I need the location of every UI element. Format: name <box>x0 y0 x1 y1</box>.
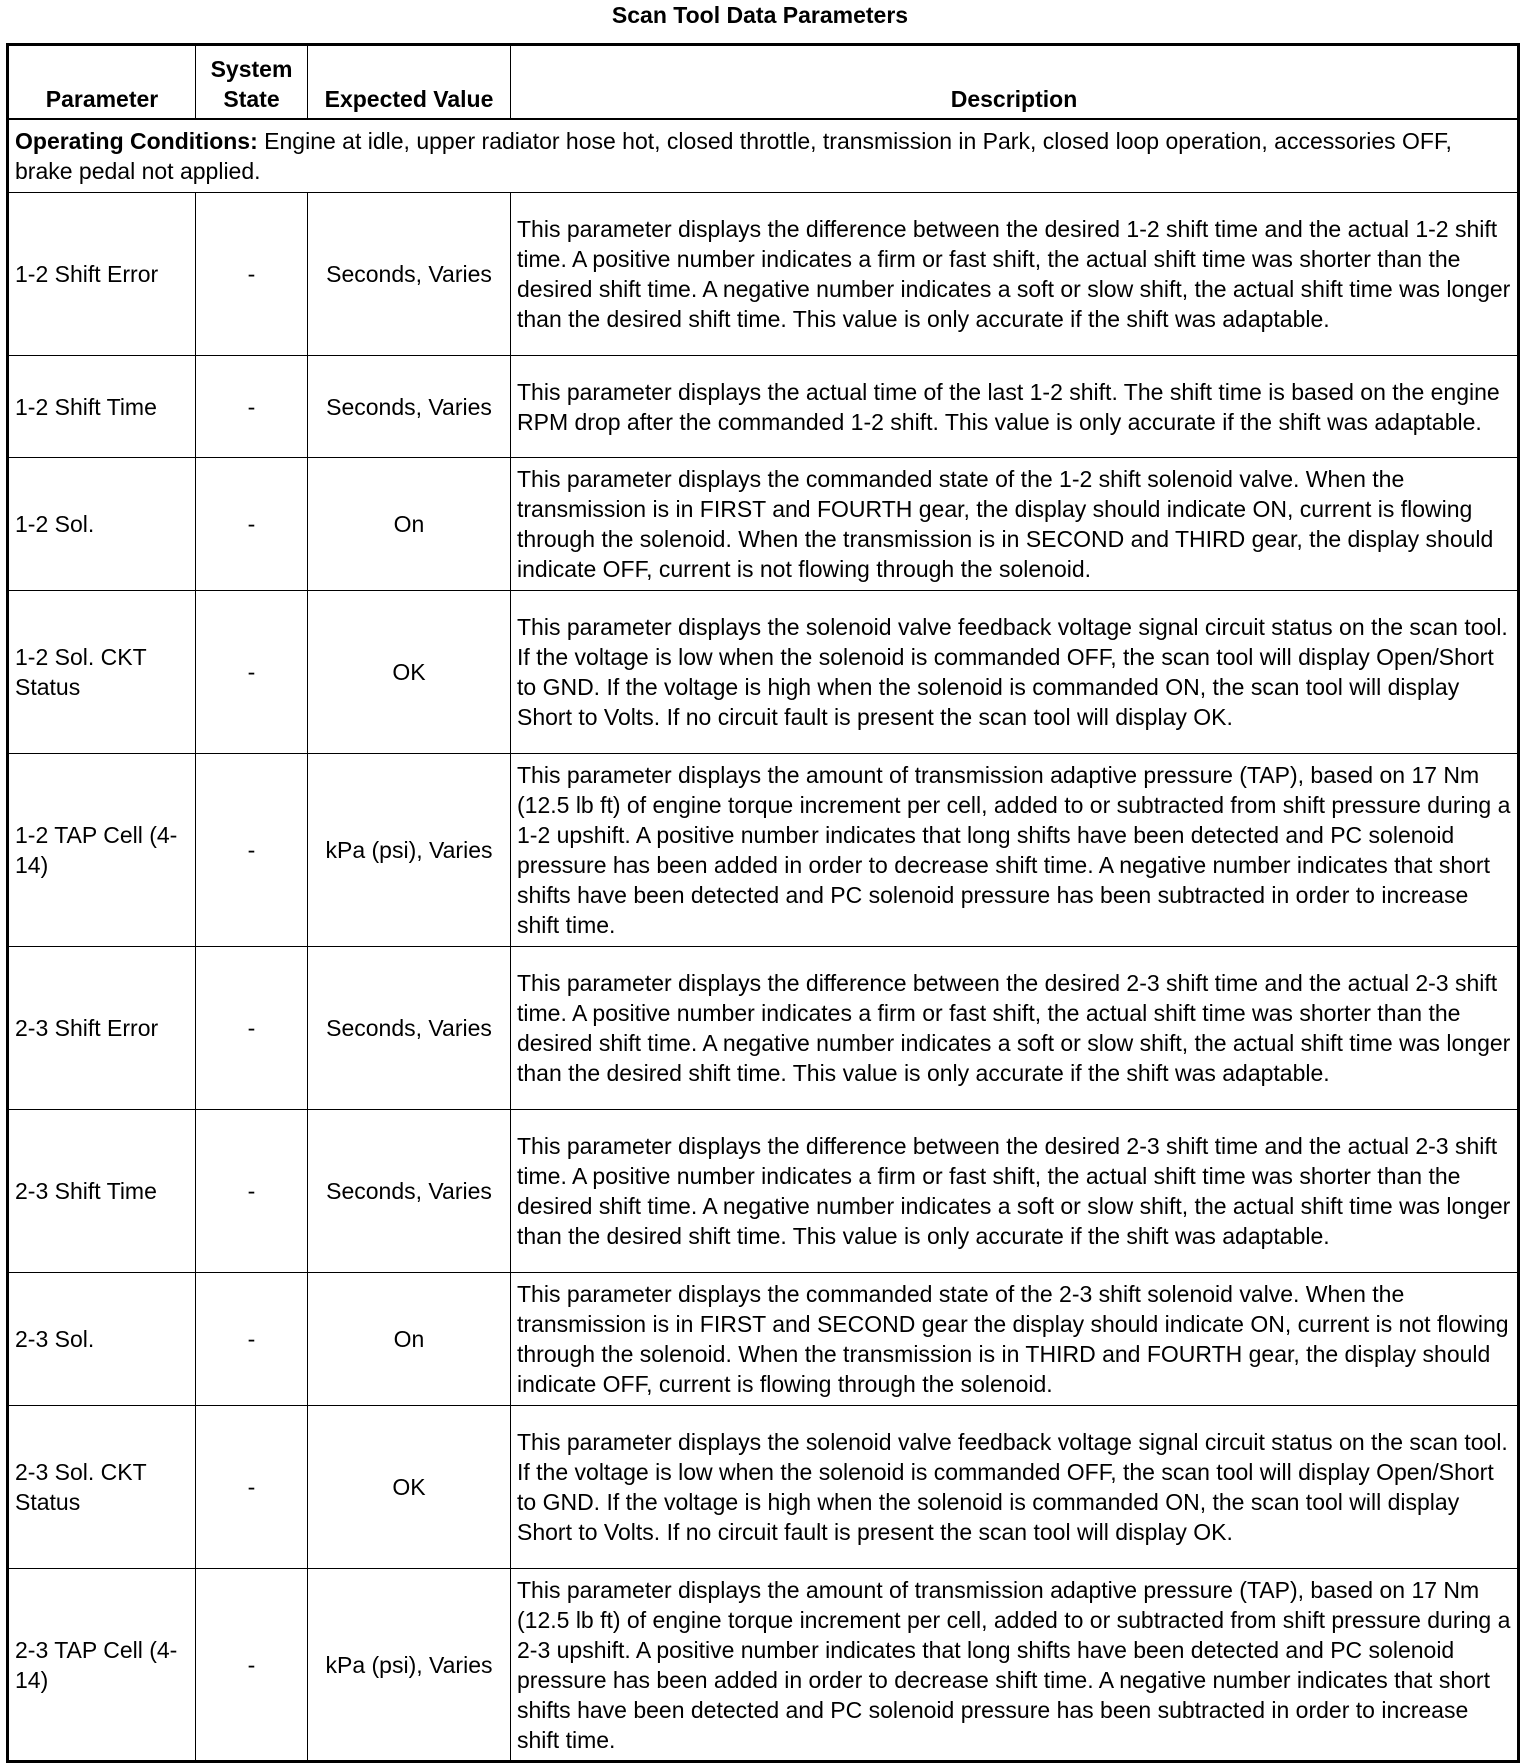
description-cell: This parameter displays the difference between the desired 2-3 shift time and the actual 2-3 shift time. A positive number indicates a firm or fast shift, the actual shift time was shorter than the desired shift time. A negative number indicates a soft or slow shift, the actual shift time was longer than the desired shift time. This value is only accurate if the shift was adaptable. <box>511 1110 1519 1273</box>
expected-value-cell: Seconds, Varies <box>308 193 511 356</box>
expected-value-cell: Seconds, Varies <box>308 1110 511 1273</box>
description-cell: This parameter displays the solenoid valve feedback voltage signal circuit status on the scan tool. If the voltage is low when the solenoid is commanded OFF, the scan tool will display Open/Short to GND. If the voltage is high when the solenoid is commanded ON, the scan tool will display Short to Volts. If no circuit fault is present the scan tool will display OK. <box>511 591 1519 754</box>
system-state-cell: - <box>196 1406 308 1569</box>
operating-conditions-label: Operating Conditions: <box>15 127 258 154</box>
system-state-cell: - <box>196 1569 308 1762</box>
description-cell: This parameter displays the difference between the desired 1-2 shift time and the actual 1-2 shift time. A positive number indicates a firm or fast shift, the actual shift time was shorter than the desired shift time. A negative number indicates a soft or slow shift, the actual shift time was longer than the desired shift time. This value is only accurate if the shift was adaptable. <box>511 193 1519 356</box>
parameter-cell: 2-3 Shift Error <box>8 947 196 1110</box>
table-row <box>8 1406 1519 1569</box>
system-state-cell: - <box>196 1110 308 1273</box>
parameter-cell: 1-2 Sol. <box>8 458 196 591</box>
operating-conditions-cell <box>8 119 1519 193</box>
description-cell: This parameter displays the amount of transmission adaptive pressure (TAP), based on 17 Nm (12.5 lb ft) of engine torque increment per cell, added to or subtracted from shift pressure during a 1-2 upshift. A positive number indicates that long shifts have been detected and PC solenoid pressure has been added in order to decrease shift time. A negative number indicates that short shifts have been detected and PC solenoid pressure has been subtracted in order to increase shift time. <box>511 754 1519 947</box>
parameter-cell: 1-2 Sol. CKT Status <box>8 591 196 754</box>
expected-value-cell: On <box>308 458 511 591</box>
table-row <box>8 947 1519 1110</box>
description-cell: This parameter displays the actual time of the last 1-2 shift. The shift time is based on the engine RPM drop after the commanded 1-2 shift. This value is only accurate if the shift was adaptable. <box>511 356 1519 458</box>
header-expected-value: Expected Value <box>308 45 511 119</box>
expected-value-cell: Seconds, Varies <box>308 947 511 1110</box>
system-state-cell: - <box>196 458 308 591</box>
expected-value-cell: kPa (psi), Varies <box>308 1569 511 1762</box>
system-state-cell: - <box>196 947 308 1110</box>
table-row <box>8 1110 1519 1273</box>
header-system-state: System State <box>196 45 308 119</box>
scan-tool-data-table <box>6 43 1520 1763</box>
system-state-cell: - <box>196 754 308 947</box>
page-title: Scan Tool Data Parameters <box>611 2 909 28</box>
parameter-cell: 1-2 Shift Time <box>8 356 196 458</box>
operating-conditions-row <box>8 119 1519 193</box>
system-state-cell: - <box>196 193 308 356</box>
parameter-cell: 1-2 TAP Cell (4-14) <box>8 754 196 947</box>
expected-value-cell: kPa (psi), Varies <box>308 754 511 947</box>
parameter-cell: 2-3 Shift Time <box>8 1110 196 1273</box>
description-cell: This parameter displays the solenoid valve feedback voltage signal circuit status on the scan tool. If the voltage is low when the solenoid is commanded OFF, the scan tool will display Open/Short to GND. If the voltage is high when the solenoid is commanded ON, the scan tool will display Short to Volts. If no circuit fault is present the scan tool will display OK. <box>511 1406 1519 1569</box>
system-state-cell: - <box>196 1273 308 1406</box>
table-row <box>8 1569 1519 1762</box>
table-row <box>8 193 1519 356</box>
description-cell: This parameter displays the amount of transmission adaptive pressure (TAP), based on 17 Nm (12.5 lb ft) of engine torque increment per cell, added to or subtracted from shift pressure during a 2-3 upshift. A positive number indicates that long shifts have been detected and PC solenoid pressure has been added in order to decrease shift time. A negative number indicates that short shifts have been detected and PC solenoid pressure has been subtracted in order to increase shift time. <box>511 1569 1519 1762</box>
expected-value-cell: Seconds, Varies <box>308 356 511 458</box>
table-row <box>8 591 1519 754</box>
table-header-row <box>8 45 1519 119</box>
description-cell: This parameter displays the commanded state of the 1-2 shift solenoid valve. When the transmission is in FIRST and FOURTH gear, the display should indicate ON, current is flowing through the solenoid. When the transmission is in SECOND and THIRD gear, the display should indicate OFF, current is not flowing through the solenoid. <box>511 458 1519 591</box>
table-row <box>8 458 1519 591</box>
table-row <box>8 1273 1519 1406</box>
parameter-cell: 2-3 Sol. <box>8 1273 196 1406</box>
description-cell: This parameter displays the difference between the desired 2-3 shift time and the actual 2-3 shift time. A positive number indicates a firm or fast shift, the actual shift time was shorter than the desired shift time. A negative number indicates a soft or slow shift, the actual shift time was longer than the desired shift time. This value is only accurate if the shift was adaptable. <box>511 947 1519 1110</box>
expected-value-cell: On <box>308 1273 511 1406</box>
parameter-cell: 2-3 Sol. CKT Status <box>8 1406 196 1569</box>
system-state-cell: - <box>196 591 308 754</box>
table-row <box>8 356 1519 458</box>
header-parameter: Parameter <box>8 45 196 119</box>
parameter-cell: 2-3 TAP Cell (4-14) <box>8 1569 196 1762</box>
table-row <box>8 754 1519 947</box>
expected-value-cell: OK <box>308 591 511 754</box>
parameter-cell: 1-2 Shift Error <box>8 193 196 356</box>
description-cell: This parameter displays the commanded state of the 2-3 shift solenoid valve. When the transmission is in FIRST and SECOND gear the display should indicate ON, current is not flowing through the solenoid. When the transmission is in THIRD and FOURTH gear, the display should indicate OFF, current is flowing through the solenoid. <box>511 1273 1519 1406</box>
system-state-cell: - <box>196 356 308 458</box>
header-description: Description <box>511 45 1519 119</box>
operating-conditions-text: Engine at idle, upper radiator hose hot, closed throttle, transmission in Park, closed loop operation, accessories OFF, brake pedal not applied. <box>15 127 1452 184</box>
expected-value-cell: OK <box>308 1406 511 1569</box>
